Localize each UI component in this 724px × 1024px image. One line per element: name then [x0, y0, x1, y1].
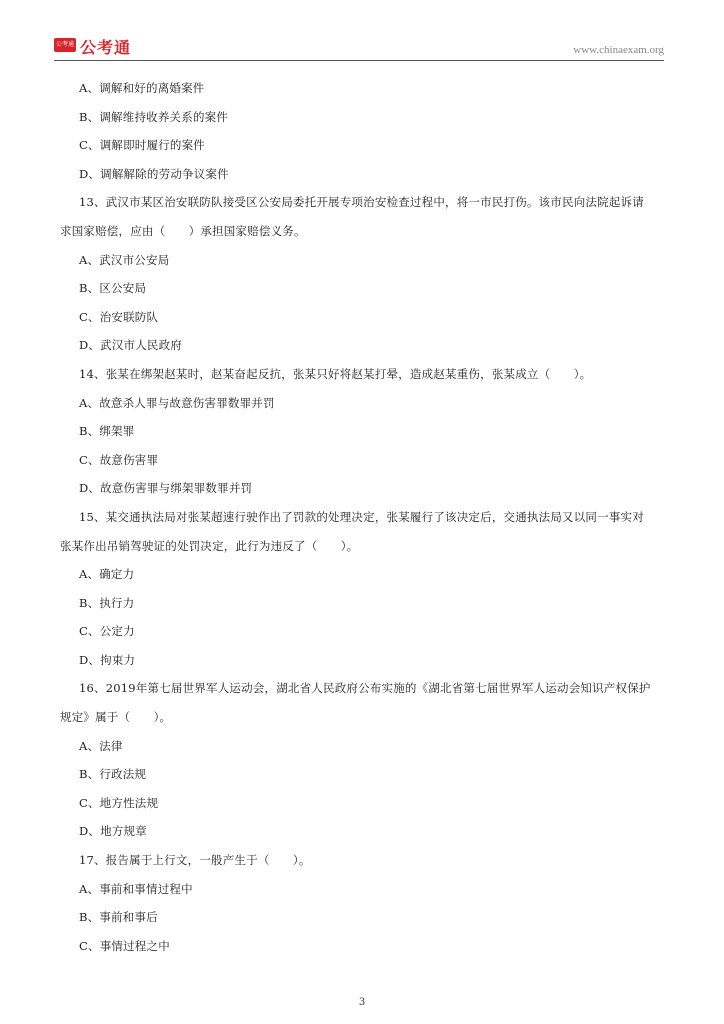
question-line: 规定》属于（ ）。	[60, 710, 172, 725]
header-divider	[54, 60, 664, 61]
question-line: 15、某交通执法局对张某超速行驶作出了罚款的处理决定，张某履行了该决定后，交通执法局又以同一事实对	[79, 509, 644, 524]
answer-option: C、公定力	[79, 624, 135, 639]
answer-option: D、地方规章	[79, 824, 147, 839]
question-line: 求国家赔偿，应由（ ）承担国家赔偿义务。	[60, 223, 306, 238]
answer-option: A、确定力	[79, 567, 135, 582]
page-header	[54, 36, 664, 60]
question-line: 16、2019年第七届世界军人运动会，湖北省人民政府公布实施的《湖北省第七届世界军人运动会知识产权保护	[79, 681, 651, 696]
answer-option: A、法律	[79, 738, 123, 753]
logo-text: 公考通	[80, 38, 132, 57]
question-text	[60, 193, 666, 240]
answer-option: C、治安联防队	[79, 309, 159, 324]
question-line: 17、报告属于上行文，一般产生于（ ）。	[79, 853, 311, 868]
answer-option: A、武汉市公安局	[79, 252, 170, 267]
logo-badge: 公考通	[54, 38, 76, 52]
site-url: www.chinaexam.org	[573, 44, 664, 56]
answer-option: B、绑架罪	[79, 424, 135, 439]
answer-option: B、区公安局	[79, 281, 147, 296]
answer-option: B、执行力	[79, 595, 135, 610]
answer-option: C、调解即时履行的案件	[79, 138, 205, 153]
question-line: 13、武汉市某区治安联防队接受区公安局委托开展专项治安检查过程中，将一市民打伤。该市民向法院起诉请	[79, 195, 644, 210]
question-line: 14、张某在绑架赵某时，赵某奋起反抗，张某只好将赵某打晕，造成赵某重伤，张某成立（ ）。	[79, 366, 592, 381]
question-text	[60, 851, 666, 869]
answer-option: B、调解维持收养关系的案件	[79, 109, 229, 124]
answer-option: B、行政法规	[79, 767, 147, 782]
answer-option: B、事前和事后	[79, 910, 158, 925]
question-text	[60, 679, 666, 726]
question-text	[60, 365, 666, 383]
answer-option: D、武汉市人民政府	[79, 338, 183, 353]
answer-option: C、地方性法规	[79, 795, 159, 810]
answer-option: C、故意伤害罪	[79, 452, 159, 467]
question-text	[60, 508, 666, 555]
answer-option: C、事情过程之中	[79, 938, 170, 953]
answer-option: D、拘束力	[79, 652, 136, 667]
question-line: 张某作出吊销驾驶证的处罚决定，此行为违反了（ ）。	[60, 538, 359, 553]
answer-option: D、调解解除的劳动争议案件	[79, 166, 229, 181]
answer-option: A、故意杀人罪与故意伤害罪数罪并罚	[79, 395, 275, 410]
answer-option: D、故意伤害罪与绑架罪数罪并罚	[79, 481, 253, 496]
answer-option: A、事前和事情过程中	[79, 881, 193, 896]
document-body	[60, 79, 666, 965]
answer-option: A、调解和好的离婚案件	[79, 81, 205, 95]
page-number: 3	[358, 997, 366, 1008]
